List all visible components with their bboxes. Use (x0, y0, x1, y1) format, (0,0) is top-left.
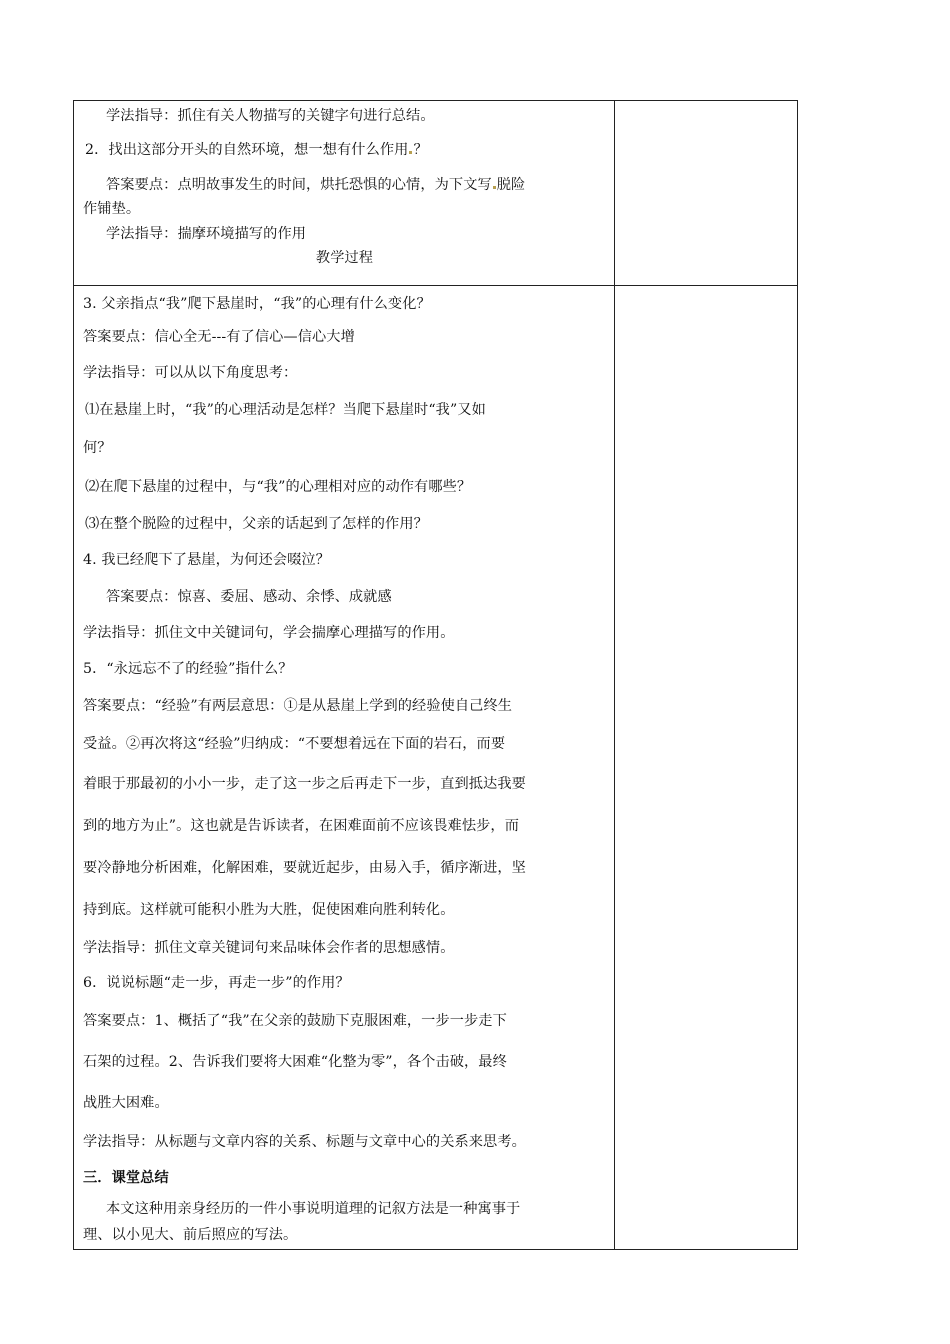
section-title: 教学过程 (315, 250, 374, 266)
summary-line-2: 理、以小见大、前后照应的写法。 (83, 1227, 298, 1243)
question-3: 3. 父亲指点“我”爬下悬崖时，“我”的心理有什么变化？ (83, 296, 431, 312)
answer-6-line-1: 答案要点：1、概括了“我”在父亲的鼓励下克服困难，一步一步走下 (83, 1013, 507, 1029)
lesson-table (73, 100, 798, 1250)
question-2-end: ？ (413, 142, 428, 158)
answer-5-line-4: 到的地方为止”。这也就是告诉读者，在困难面前不应该畏难怯步，而 (83, 818, 519, 834)
method-line-1: 学法指导：抓住有关人物描写的关键字句进行总结。 (106, 108, 435, 124)
method-6: 学法指导：从标题与文章内容的关系、标题与文章中心的关系来思考。 (83, 1134, 526, 1150)
lower-right-cell (615, 286, 798, 1250)
answer-2-text-a: 答案要点：点明故事发生的时间，烘托恐惧的心情，为下文写 (106, 177, 492, 193)
answer-4: 答案要点：惊喜、委屈、感动、余悸、成就感 (106, 589, 392, 605)
answer-5-line-2: 受益。②再次将这“经验”归纳成：“不要想着远在下面的岩石，而要 (83, 736, 506, 752)
summary-title: 三．课堂总结 (83, 1170, 169, 1186)
question-6: 6．说说标题“走一步，再走一步”的作用？ (83, 975, 350, 991)
answer-5-line-3: 着眼于那最初的小小一步，走了这一步之后再走下一步，直到抵达我要 (83, 776, 526, 792)
answer-5-line-1: 答案要点：“经验”有两层意思：①是从悬崖上学到的经验使自己终生 (83, 698, 513, 714)
mark-dot (409, 151, 412, 154)
table-row-lower (74, 286, 798, 1250)
sub-question-1-line-2: 何？ (83, 440, 112, 456)
answer-6-line-2: 石架的过程。2、告诉我们要将大困难“化整为零”，各个击破，最终 (83, 1054, 507, 1070)
sub-question-3: ⑶在整个脱险的过程中，父亲的话起到了怎样的作用？ (85, 516, 428, 532)
question-4: 4. 我已经爬下了悬崖，为何还会啜泣？ (83, 552, 330, 568)
sub-question-2: ⑵在爬下悬崖的过程中，与“我”的心理相对应的动作有哪些？ (85, 479, 472, 495)
answer-2-line-2: 作铺垫。 (83, 201, 141, 217)
answer-3: 答案要点：信心全无---有了信心—信心大增 (83, 329, 355, 345)
lower-left-cell (74, 286, 615, 1250)
question-2-text: 2．找出这部分开头的自然环境，想一想有什么作用 (85, 142, 409, 158)
upper-right-cell (615, 101, 798, 286)
table-row-upper (74, 101, 798, 286)
mark-dot (493, 186, 496, 189)
answer-2-line-1 (83, 173, 606, 197)
question-2 (83, 129, 606, 171)
sub-question-1-line-1: ⑴在悬崖上时，“我”的心理活动是怎样？当爬下悬崖时“我”又如 (85, 402, 486, 418)
method-3: 学法指导：可以从以下角度思考： (83, 365, 298, 381)
method-4: 学法指导：抓住文中关键词句，学会揣摩心理描写的作用。 (83, 625, 455, 641)
question-5: 5．“永远忘不了的经验”指什么？ (83, 661, 293, 677)
answer-5-line-5: 要冷静地分析困难，化解困难，要就近起步，由易入手，循序渐进，坚 (83, 860, 526, 876)
answer-5-line-6: 持到底。这样就可能积小胜为大胜，促使困难向胜利转化。 (83, 902, 455, 918)
method-line-2: 学法指导：揣摩环境描写的作用 (106, 226, 307, 242)
upper-left-cell (74, 101, 615, 286)
method-5: 学法指导：抓住文章关键词句来品味体会作者的思想感情。 (83, 940, 455, 956)
summary-line-1: 本文这种用亲身经历的一件小事说明道理的记叙方法是一种寓事于 (106, 1201, 521, 1217)
answer-6-line-3: 战胜大困难。 (83, 1095, 169, 1111)
answer-2-text-b: 脱险 (496, 177, 526, 193)
